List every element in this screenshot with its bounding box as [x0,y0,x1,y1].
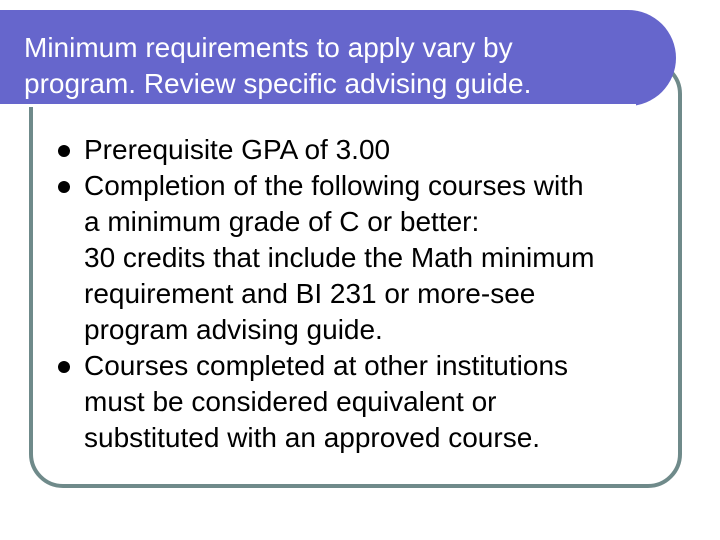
bullet-line: program advising guide. [84,314,383,345]
bullet-item-other-institutions [58,348,678,456]
title-underline [0,104,636,107]
bullet-line: a minimum grade of C or better: [84,206,480,237]
bullet-line: substituted with an approved course. [84,422,541,453]
bullet-list [58,132,678,456]
title-line: Minimum requirements to apply vary by [24,32,513,63]
bullet-line: must be considered equivalent or [84,386,497,417]
slide-title [24,30,644,102]
bullet-line: requirement and BI 231 or more-see [84,278,536,309]
bullet-line: Courses completed at other institutions [84,350,569,381]
bullet-line: 30 credits that include the Math minimum [84,242,595,273]
title-banner [0,10,676,106]
bullet-line: Completion of the following courses with [84,170,584,201]
bullet-dot-icon [58,361,70,373]
bullet-dot-icon [58,145,70,157]
bullet-item-gpa [58,132,678,168]
bullet-item-courses [58,168,678,348]
bullet-line: Prerequisite GPA of 3.00 [84,134,391,165]
title-line: program. Review specific advising guide. [24,68,532,99]
bullet-dot-icon [58,181,70,193]
